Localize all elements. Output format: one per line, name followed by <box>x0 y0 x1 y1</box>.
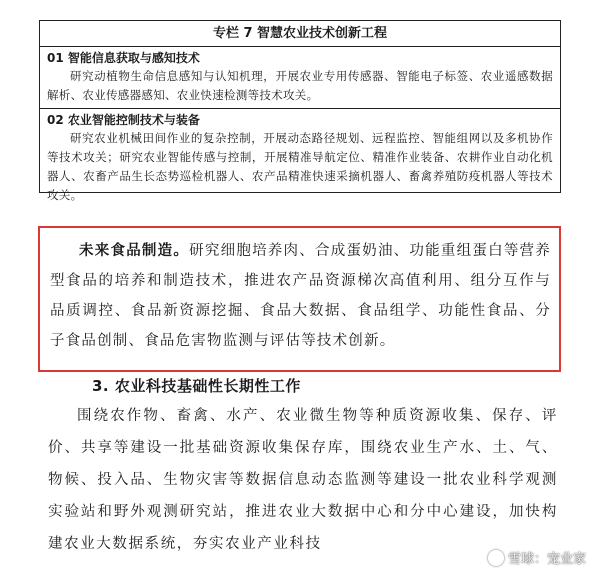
section-3-heading: 3. 农业科技基础性长期性工作 <box>92 377 301 395</box>
watermark <box>488 548 586 567</box>
section-heading: 01 智能信息获取与感知技术 <box>47 51 200 65</box>
xueqiu-logo-icon <box>488 550 504 566</box>
column-title: 专栏 7 智慧农业技术创新工程 <box>40 21 560 47</box>
highlight-box <box>38 226 561 372</box>
column-section-2 <box>40 109 560 208</box>
column-section-1 <box>40 47 560 109</box>
feature-column-box <box>39 20 561 202</box>
section-text: 研究农业机械田间作业的复杂控制，开展动态路径规划、远程监控、智能组网以及多机协作等技术攻关；研究农业智能传感与控制，开展精准导航定位、精准作业装备、农耕作业自动化机器人、农畜产品生长态势巡检机器人、农产品精准快速采摘机器人、畜禽养殖防疫机器人等技术攻关。 <box>47 131 553 202</box>
highlight-lead: 未来食品制造。 <box>79 243 190 259</box>
section-heading: 02 农业智能控制技术与装备 <box>47 113 200 127</box>
highlight-paragraph <box>50 236 551 356</box>
section-text: 研究动植物生命信息感知与认知机理，开展农业专用传感器、智能电子标签、农业遥感数据解析、农业传感器感知、农业快速检测等技术攻关。 <box>47 69 553 102</box>
watermark-text: 雪球：宠业家 <box>507 552 586 567</box>
highlight-text: 研究细胞培养肉、合成蛋奶油、功能重组蛋白等营养型食品的培养和制造技术，推进农产品资源梯次高值利用、组分互作与品质调控、食品新资源挖掘、食品大数据、食品组学、功能性食品、分子食品创制、食品危害物监测与评估等技术创新。 <box>50 243 551 349</box>
section-3-paragraph: 围绕农作物、畜禽、水产、农业微生物等种质资源收集、保存、评价、共享等建设一批基础资源收集保存库，围绕农业生产水、土、气、物候、投入品、生物灾害等数据信息动态监测等建设一批农业科学观测实验站和野外观测研究站，推进农业大数据中心和分中心建设，加快构建农业大数据系统，夯实农业产业科技 <box>48 408 558 552</box>
